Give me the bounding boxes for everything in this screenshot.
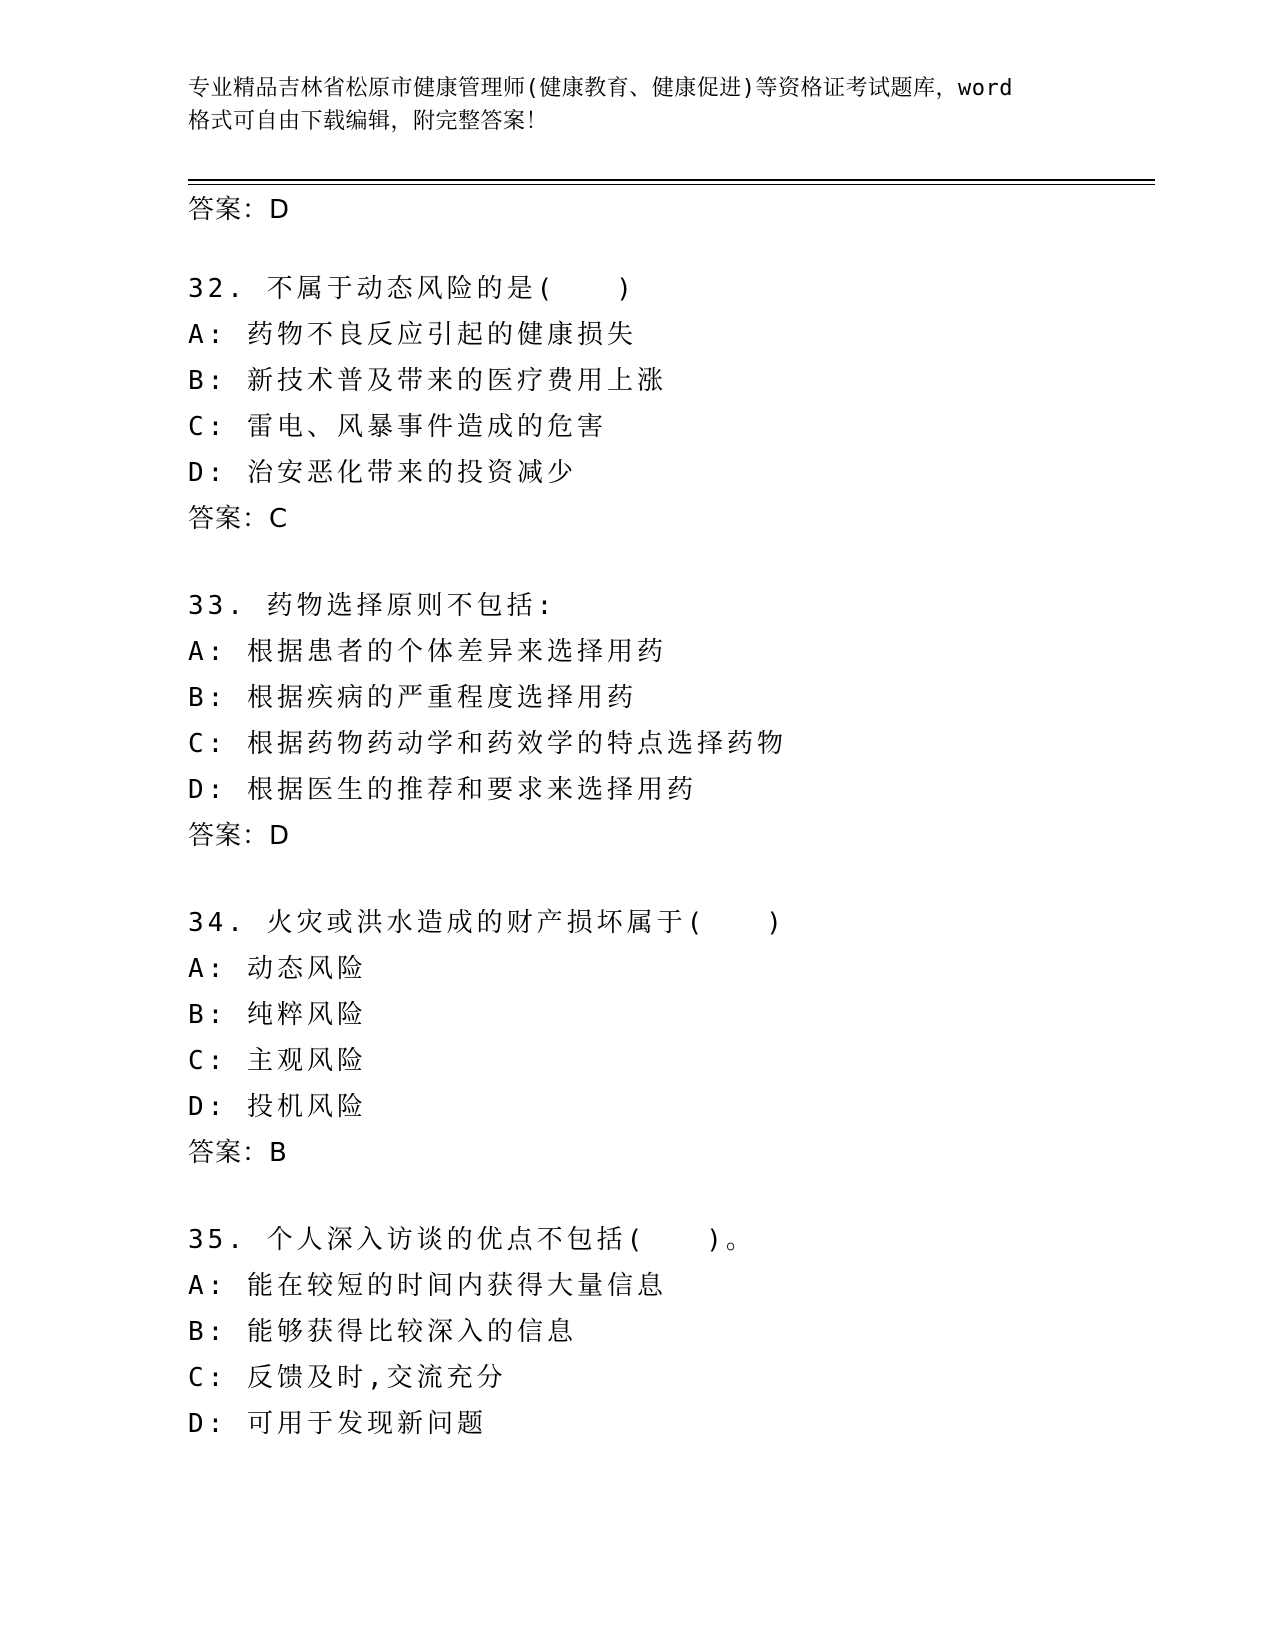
answer-line: 答案：D	[188, 821, 291, 851]
option-d: D: 治安恶化带来的投资减少	[188, 458, 577, 488]
option-b: B: 能够获得比较深入的信息	[188, 1317, 577, 1347]
question-block-33	[188, 583, 1148, 859]
answer-line: 答案：B	[188, 1138, 288, 1168]
option-d: D: 可用于发现新问题	[188, 1409, 487, 1439]
option-d: D: 根据医生的推荐和要求来选择用药	[188, 775, 697, 805]
option-a: A: 能在较短的时间内获得大量信息	[188, 1271, 667, 1301]
option-d: D: 投机风险	[188, 1092, 367, 1122]
page-header	[188, 72, 1108, 138]
header-divider	[188, 179, 1155, 185]
question-stem: 32. 不属于动态风险的是( )	[188, 274, 636, 304]
header-line-1: 专业精品吉林省松原市健康管理师(健康教育、健康促进)等资格证考试题库，word	[188, 76, 1013, 101]
option-c: C: 主观风险	[188, 1046, 367, 1076]
question-block-35	[188, 1217, 1148, 1447]
option-c: C: 反馈及时,交流充分	[188, 1363, 507, 1393]
option-b: B: 新技术普及带来的医疗费用上涨	[188, 366, 667, 396]
question-stem: 34. 火灾或洪水造成的财产损坏属于( )	[188, 908, 786, 938]
option-c: C: 雷电、风暴事件造成的危害	[188, 412, 607, 442]
answer-line: 答案：C	[188, 504, 289, 534]
option-a: A: 根据患者的个体差异来选择用药	[188, 637, 667, 667]
option-c: C: 根据药物药动学和药效学的特点选择药物	[188, 729, 787, 759]
question-stem: 33. 药物选择原则不包括:	[188, 591, 557, 621]
option-a: A: 药物不良反应引起的健康损失	[188, 320, 637, 350]
question-block-32	[188, 266, 1148, 542]
option-b: B: 根据疾病的严重程度选择用药	[188, 683, 637, 713]
option-a: A: 动态风险	[188, 954, 367, 984]
question-stem: 35. 个人深入访谈的优点不包括( )。	[188, 1225, 756, 1255]
header-line-2: 格式可自由下载编辑，附完整答案！	[188, 109, 549, 134]
answer-line: 答案：D	[188, 195, 291, 225]
question-block-34	[188, 900, 1148, 1176]
option-b: B: 纯粹风险	[188, 1000, 367, 1030]
